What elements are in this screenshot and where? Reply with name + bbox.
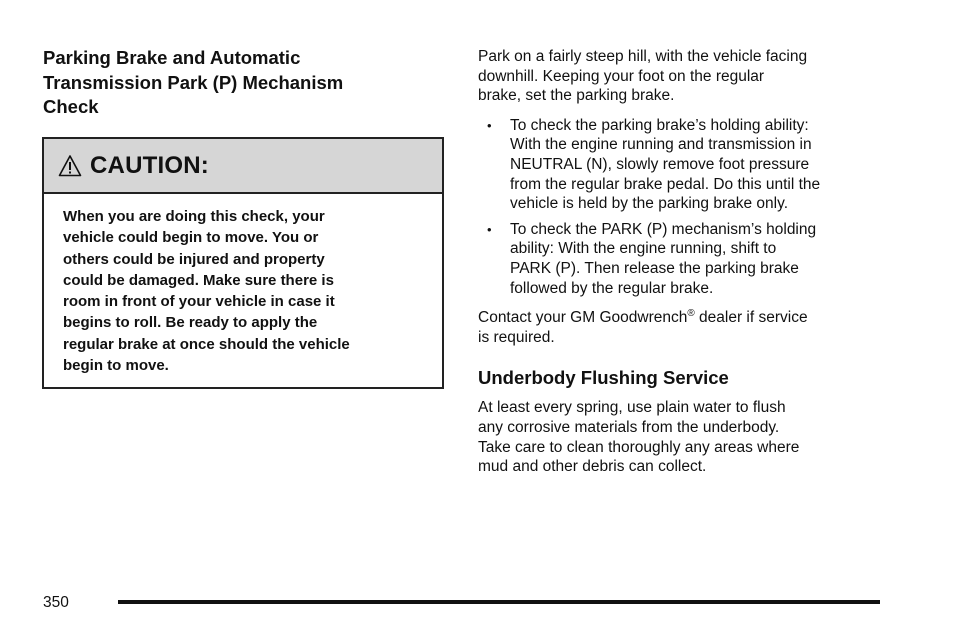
heading-line: Transmission Park (P) Mechanism <box>43 71 344 93</box>
intro-line: downhill. Keeping your foot on the regular <box>478 67 765 85</box>
bullet-line: To check the PARK (P) mechanism’s holding <box>510 220 817 238</box>
heading-line: Parking Brake and Automatic <box>43 47 301 68</box>
caution-header <box>44 139 442 194</box>
underbody-line: At least every spring, use plain water to flush <box>478 399 786 417</box>
caution-line: vehicle could begin to move. You or <box>63 229 319 247</box>
caution-line: room in front of your vehicle in case it <box>63 293 335 311</box>
heading-line: Check <box>43 96 99 117</box>
bullet-line: vehicle is held by the parking brake only. <box>510 195 789 213</box>
bullet-line: To check the parking brake’s holding ability: <box>510 116 809 134</box>
bullet-line: from the regular brake pedal. Do this until the <box>510 175 821 193</box>
caution-line: begins to roll. Be ready to apply the <box>63 314 318 332</box>
contact-text: is required. <box>478 328 555 346</box>
bullet-icon: • <box>487 117 492 133</box>
caution-box <box>42 137 444 389</box>
bullet-line: NEUTRAL (N), slowly remove foot pressure <box>510 155 810 173</box>
intro-line: brake, set the parking brake. <box>478 87 675 105</box>
caution-line: regular brake at once should the vehicle <box>63 335 350 353</box>
list-item <box>478 220 878 298</box>
underbody-line: any corrosive materials from the underbody. <box>478 418 780 436</box>
bullet-icon: • <box>487 221 492 237</box>
contact-text: Contact your GM Goodwrench <box>478 309 688 327</box>
underbody-line: Take care to clean thoroughly any areas where <box>478 438 800 456</box>
caution-line: others could be injured and property <box>63 250 325 268</box>
bullet-line: PARK (P). Then release the parking brake <box>510 259 799 277</box>
list-item <box>478 116 878 214</box>
intro-paragraph <box>478 47 878 106</box>
caution-body <box>44 194 442 376</box>
registered-mark: ® <box>687 307 695 319</box>
caution-line: When you are doing this check, your <box>63 208 325 225</box>
right-column <box>478 47 878 477</box>
section-heading-underbody: Underbody Flushing Service <box>478 367 729 389</box>
section-heading-parking-brake-check <box>43 46 445 120</box>
contact-text: dealer if service <box>694 309 808 327</box>
caution-line: could be damaged. Make sure there is <box>63 271 334 289</box>
caution-line: begin to move. <box>63 357 169 375</box>
contact-paragraph <box>478 308 878 347</box>
left-column <box>43 46 445 120</box>
caution-title: CAUTION: <box>90 151 209 179</box>
bullet-line: ability: With the engine running, shift to <box>510 240 777 258</box>
instruction-list <box>478 116 878 298</box>
bullet-line: followed by the regular brake. <box>510 279 714 297</box>
page-number: 350 <box>43 594 69 611</box>
warning-triangle-icon <box>58 154 82 178</box>
intro-line: Park on a fairly steep hill, with the vehicle facing <box>478 48 808 65</box>
bullet-line: With the engine running and transmission in <box>510 136 812 154</box>
underbody-line: mud and other debris can collect. <box>478 458 707 476</box>
footer-rule <box>118 600 880 604</box>
underbody-paragraph <box>478 398 878 476</box>
